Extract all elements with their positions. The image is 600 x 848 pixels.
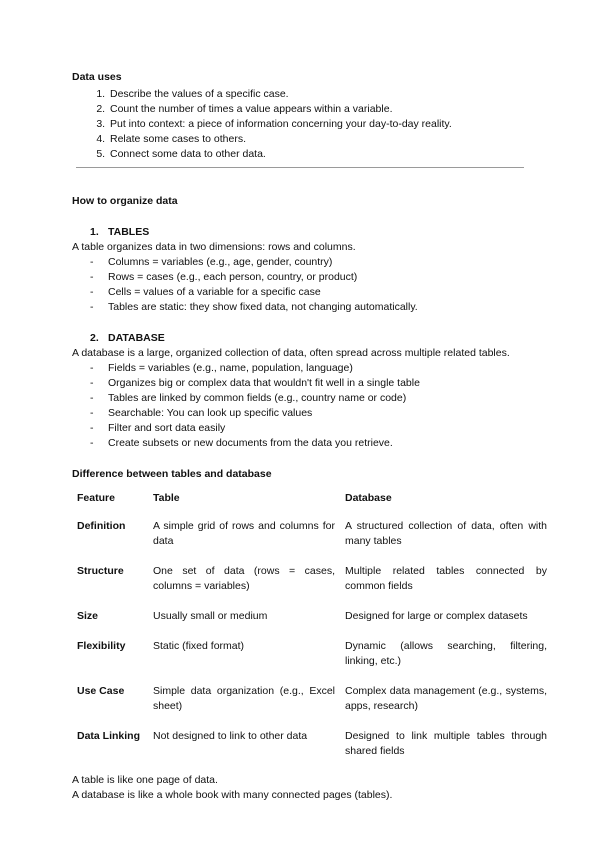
feature-cell: Use Case <box>77 685 125 697</box>
tables-section <box>72 225 528 315</box>
feature-cell: Definition <box>77 520 126 532</box>
database-section <box>72 331 528 451</box>
feature-cell: Size <box>77 610 99 622</box>
column-header: Table <box>153 492 180 504</box>
list-item: 4. Relate some cases to others. <box>108 132 528 147</box>
table-cell: Usually small or medium <box>153 610 268 622</box>
list-item: - Searchable: You can look up specific values <box>90 406 528 421</box>
closing-line: A table is like one page of data. <box>72 774 218 786</box>
comparison-table <box>72 486 552 769</box>
data-uses-heading: Data uses <box>72 71 122 83</box>
section-title-text: DATABASE <box>108 332 165 344</box>
table-row <box>72 559 552 604</box>
tables-section-title <box>72 225 528 240</box>
list-item: - Tables are linked by common fields (e.g., country name or code) <box>90 391 528 406</box>
difference-heading: Difference between tables and database <box>72 468 272 480</box>
database-section-title <box>72 331 528 346</box>
table-cell: Not designed to link to other data <box>153 730 308 742</box>
list-item: 5. Connect some data to other data. <box>108 147 528 162</box>
table-cell: Simple data organization (e.g., Excel sheet) <box>153 685 335 712</box>
table-cell: Static (fixed format) <box>153 640 245 652</box>
list-item: 1. Describe the values of a specific case. <box>108 87 528 102</box>
table-row <box>72 634 552 679</box>
list-item: - Filter and sort data easily <box>90 421 528 436</box>
table-row <box>72 604 552 634</box>
feature-cell: Structure <box>77 565 124 577</box>
database-bullet-list <box>72 361 528 451</box>
table-row <box>72 514 552 559</box>
closing-text <box>72 773 528 803</box>
database-cell: Multiple related tables connected by common fields <box>345 565 547 592</box>
tables-bullet-list <box>72 255 528 315</box>
list-item: 2. Count the number of times a value appears within a variable. <box>108 102 528 117</box>
feature-cell: Flexibility <box>77 640 126 652</box>
list-item: - Rows = cases (e.g., each person, country, or product) <box>90 270 528 285</box>
tables-intro: A table organizes data in two dimensions: rows and columns. <box>72 241 356 253</box>
table-row <box>72 724 552 769</box>
list-item: - Cells = values of a variable for a specific case <box>90 285 528 300</box>
table-cell: A simple grid of rows and columns for data <box>153 520 335 547</box>
feature-cell: Data Linking <box>77 730 141 742</box>
list-item: - Create subsets or new documents from the data you retrieve. <box>90 436 528 451</box>
list-item: - Fields = variables (e.g., name, population, language) <box>90 361 528 376</box>
column-header: Database <box>345 492 392 504</box>
database-cell: Dynamic (allows searching, filtering, linking, etc.) <box>345 640 547 667</box>
section-number: 2. <box>90 332 99 344</box>
database-cell: A structured collection of data, often with many tables <box>345 520 547 547</box>
database-cell: Designed for large or complex datasets <box>345 610 528 622</box>
section-title-text: TABLES <box>108 226 150 238</box>
section-number: 1. <box>90 226 99 238</box>
table-row <box>72 679 552 724</box>
list-item: - Tables are static: they show fixed data, not changing automatically. <box>90 300 528 315</box>
database-cell: Complex data management (e.g., systems, apps, research) <box>345 685 547 712</box>
database-cell: Designed to link multiple tables through shared fields <box>345 730 547 757</box>
closing-line: A database is like a whole book with many connected pages (tables). <box>72 789 393 801</box>
table-cell: One set of data (rows = cases, columns = variables) <box>153 565 335 592</box>
list-item: - Organizes big or complex data that wouldn't fit well in a single table <box>90 376 528 391</box>
horizontal-divider <box>76 167 524 168</box>
data-uses-list <box>72 87 528 162</box>
organize-heading: How to organize data <box>72 195 178 207</box>
list-item: - Columns = variables (e.g., age, gender, country) <box>90 255 528 270</box>
list-item: 3. Put into context: a piece of information concerning your day-to-day reality. <box>108 117 528 132</box>
table-header-row <box>72 486 552 514</box>
database-intro: A database is a large, organized collection of data, often spread across multiple related tables. <box>72 347 510 359</box>
column-header: Feature <box>77 492 115 504</box>
document-page <box>72 70 547 803</box>
